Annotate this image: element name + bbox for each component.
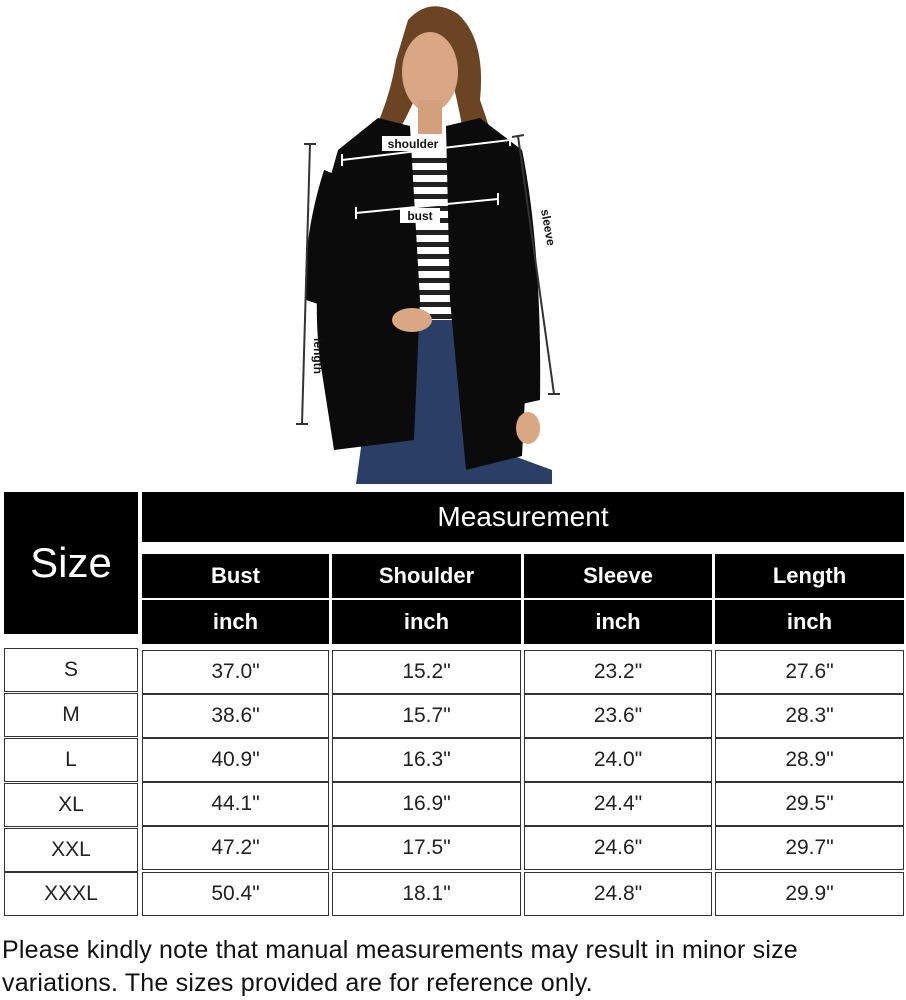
table-cell: 15.7" — [332, 694, 521, 738]
table-cell: 28.9" — [715, 738, 904, 782]
column-header-shoulder: Shoulder — [332, 554, 521, 598]
table-cell: 24.0" — [524, 738, 712, 782]
unit-header-sleeve: inch — [524, 600, 712, 644]
size-cell: S — [4, 648, 138, 692]
bust-label: bust — [407, 209, 433, 223]
cardigan-illustration — [290, 0, 580, 484]
table-cell: 24.6" — [524, 826, 712, 870]
table-cell: 47.2" — [142, 826, 329, 870]
unit-header-shoulder: inch — [332, 600, 521, 644]
table-cell: 15.2" — [332, 650, 521, 694]
table-cell: 23.6" — [524, 694, 712, 738]
unit-header-bust: inch — [142, 600, 329, 644]
table-cell: 40.9" — [142, 738, 329, 782]
length-label: length — [311, 338, 325, 374]
model-photo — [290, 0, 580, 484]
size-cell: XXXL — [4, 872, 138, 916]
column-header-bust: Bust — [142, 554, 329, 598]
sleeve-label: sleeve — [538, 208, 559, 247]
size-cell: XXL — [4, 828, 138, 872]
size-chart-table — [0, 488, 906, 920]
size-cell: L — [4, 738, 138, 782]
measurement-header: Measurement — [142, 492, 904, 542]
table-cell: 38.6" — [142, 694, 329, 738]
size-cell: M — [4, 693, 138, 737]
column-header-sleeve: Sleeve — [524, 554, 712, 598]
column-header-length: Length — [715, 554, 904, 598]
table-cell: 27.6" — [715, 650, 904, 694]
shoulder-label: shoulder — [387, 137, 439, 151]
table-cell: 29.9" — [715, 872, 904, 916]
table-cell: 24.4" — [524, 782, 712, 826]
unit-header-length: inch — [715, 600, 904, 644]
size-header: Size — [4, 492, 138, 634]
measurement-disclaimer: Please kindly note that manual measurements may result in minor size variations. The sizes provided are for reference only. — [2, 936, 798, 997]
table-cell: 23.2" — [524, 650, 712, 694]
table-cell: 29.5" — [715, 782, 904, 826]
table-cell: 28.3" — [715, 694, 904, 738]
table-cell: 44.1" — [142, 782, 329, 826]
table-cell: 29.7" — [715, 826, 904, 870]
table-cell: 16.9" — [332, 782, 521, 826]
table-cell: 50.4" — [142, 872, 329, 916]
table-cell: 37.0" — [142, 650, 329, 694]
table-cell: 17.5" — [332, 826, 521, 870]
table-cell: 18.1" — [332, 872, 521, 916]
size-cell: XL — [4, 783, 138, 827]
table-cell: 16.3" — [332, 738, 521, 782]
table-cell: 24.8" — [524, 872, 712, 916]
